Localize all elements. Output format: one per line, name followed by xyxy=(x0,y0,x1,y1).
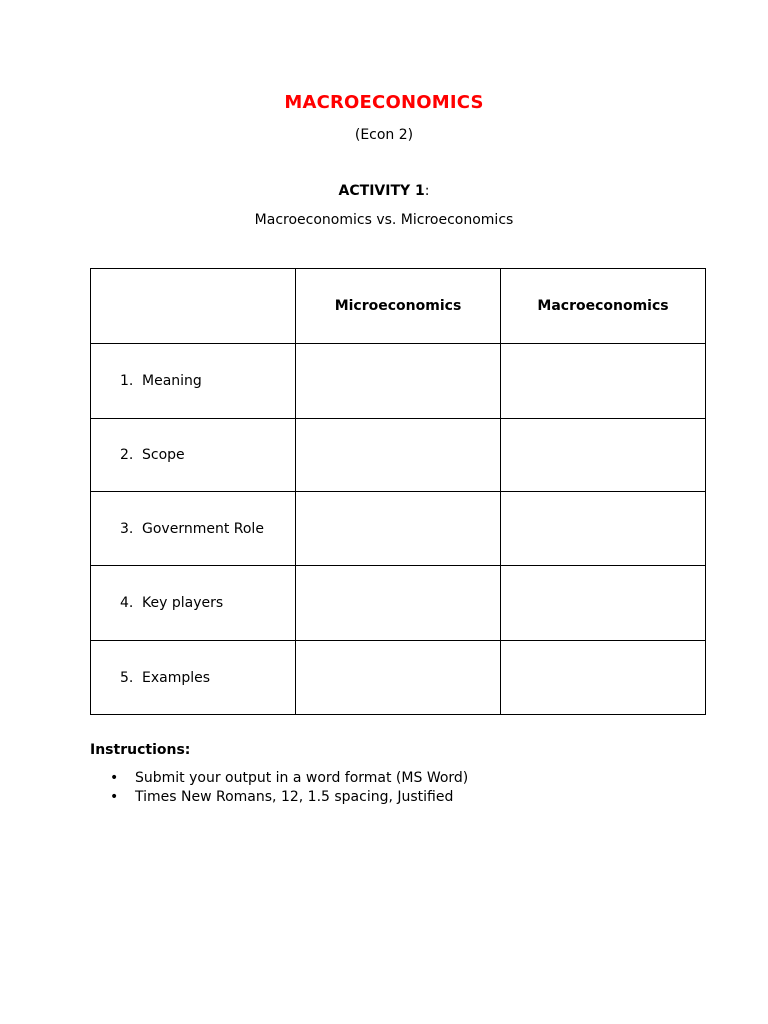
micro-answer-cell[interactable] xyxy=(296,566,501,641)
row-number: 5. xyxy=(120,669,134,686)
row-number: 1. xyxy=(120,373,134,389)
activity-colon: : xyxy=(424,183,430,199)
macro-answer-cell[interactable] xyxy=(501,641,706,715)
document-title: MACROECONOMICS xyxy=(284,92,484,113)
instruction-text: Times New Romans, 12, 1.5 spacing, Justified xyxy=(135,789,454,805)
corner-header-cell xyxy=(91,269,296,344)
instruction-list xyxy=(90,769,468,807)
row-label: Scope xyxy=(142,447,185,463)
row-label: Meaning xyxy=(142,373,202,389)
table-row xyxy=(91,419,706,492)
table-row xyxy=(91,492,706,566)
micro-answer-cell[interactable] xyxy=(296,344,501,419)
row-number: 3. xyxy=(120,520,134,537)
instructions-heading: Instructions: xyxy=(90,742,191,758)
instruction-text: Submit your output in a word format (MS Word) xyxy=(135,770,469,786)
row-number: 4. xyxy=(120,595,134,611)
row-label: Key players xyxy=(142,595,224,611)
table-header-row xyxy=(91,269,706,344)
row-label: Government Role xyxy=(142,520,264,537)
micro-answer-cell[interactable] xyxy=(296,419,501,492)
column-header-macroeconomics: Macroeconomics xyxy=(501,269,706,344)
activity-heading xyxy=(0,183,768,199)
macro-answer-cell[interactable] xyxy=(501,344,706,419)
row-label-cell xyxy=(91,566,296,641)
micro-answer-cell[interactable] xyxy=(296,641,501,715)
macro-answer-cell[interactable] xyxy=(501,419,706,492)
row-label-cell xyxy=(91,419,296,492)
macro-answer-cell[interactable] xyxy=(501,492,706,566)
row-number: 2. xyxy=(120,447,134,463)
list-item xyxy=(90,788,468,807)
activity-label: ACTIVITY 1 xyxy=(338,183,425,199)
row-label-cell xyxy=(91,344,296,419)
bullet-icon: • xyxy=(110,789,119,805)
course-code: (Econ 2) xyxy=(354,127,414,143)
table-row xyxy=(91,641,706,715)
micro-answer-cell[interactable] xyxy=(296,492,501,566)
column-header-microeconomics: Microeconomics xyxy=(296,269,501,344)
row-label-cell xyxy=(91,492,296,566)
bullet-icon: • xyxy=(110,770,119,786)
macro-answer-cell[interactable] xyxy=(501,566,706,641)
comparison-table xyxy=(90,268,706,715)
table-row xyxy=(91,566,706,641)
row-label-cell xyxy=(91,641,296,715)
table-row xyxy=(91,344,706,419)
activity-subtitle: Macroeconomics vs. Microeconomics xyxy=(254,212,514,228)
list-item xyxy=(90,769,468,788)
row-label: Examples xyxy=(142,669,211,686)
